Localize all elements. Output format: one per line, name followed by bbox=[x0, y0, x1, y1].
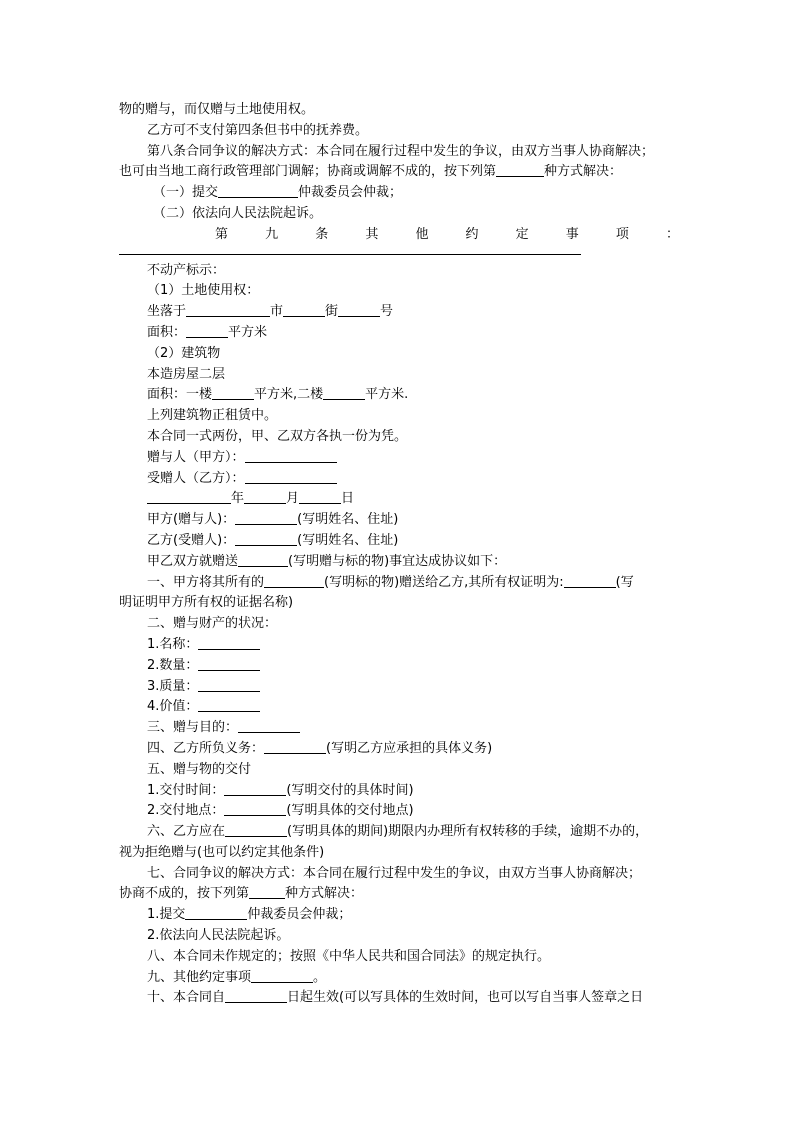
blank-line bbox=[225, 988, 287, 1003]
blank-line bbox=[251, 968, 313, 983]
blank-line bbox=[249, 884, 285, 899]
blank-line bbox=[185, 905, 247, 920]
text-line: 九、其他约定事项 。 bbox=[147, 969, 327, 985]
blank-line bbox=[218, 183, 298, 198]
blank-line bbox=[299, 489, 341, 504]
text-line: 也可由当地工商行政管理部门调解；协商或调解不成的，按下列第 种方式解决： bbox=[119, 164, 623, 180]
blank-line bbox=[264, 573, 324, 588]
blank-line bbox=[212, 385, 254, 400]
text-line: （1）土地使用权： bbox=[147, 283, 260, 299]
text-line: 三、赠与目的： bbox=[119, 718, 679, 739]
blank-line bbox=[235, 531, 297, 546]
text-line: 年 月 日 bbox=[119, 489, 679, 510]
text-line: 明证明甲方所有权的证据名称) bbox=[119, 595, 294, 611]
text-line: （二）依法向人民法院起诉。 bbox=[153, 205, 323, 221]
text-line: 2.依法向人民法院起诉。 bbox=[147, 928, 290, 944]
text-line: 视为拒绝赠与(也可以约定其他条件) bbox=[119, 844, 325, 860]
blank-line bbox=[338, 302, 380, 317]
text-line: 四、乙方所负义务： (写明乙方应承担的具体义务) bbox=[147, 740, 493, 756]
text-line: 八、本合同未作规定的；按照《中华人民共和国合同法》的规定执行。 bbox=[147, 948, 551, 964]
blank-line bbox=[186, 323, 228, 338]
text-line: 十、本合同自 日起生效(可以写具体的生效时间，也可以写自当事人签章之日 bbox=[147, 990, 644, 1006]
text-line: 4.价值： bbox=[119, 697, 679, 718]
blank-line bbox=[245, 448, 337, 463]
text-line: 2.交付地点： (写明具体的交付地点) bbox=[147, 803, 414, 819]
text-line: 本造房屋二层 bbox=[147, 366, 226, 382]
blank-line bbox=[198, 697, 260, 712]
blank-line bbox=[147, 489, 231, 504]
blank-line bbox=[235, 510, 297, 525]
text-line: 乙方(受赠人)： (写明姓名、住址) bbox=[147, 532, 399, 548]
blank-line bbox=[119, 246, 581, 255]
article-9-heading: 第 九 条 其 他 约 定 事 项 ： bbox=[215, 226, 679, 242]
text-line: 乙方可不支付第四条但书中的抚养费。 bbox=[147, 122, 369, 138]
text-line: 上列建筑物正租赁中。 bbox=[147, 408, 278, 424]
blank-line bbox=[198, 656, 260, 671]
text-line: 本合同一式两份，甲、乙双方各执一份为凭。 bbox=[147, 428, 408, 444]
text-line: 赠与人（甲方）： bbox=[119, 448, 679, 469]
document-body bbox=[119, 100, 679, 1009]
blank-line bbox=[198, 677, 260, 692]
text-line: 第八条合同争议的解决方式：本合同在履行过程中发生的争议，由双方当事人协商解决； bbox=[147, 143, 655, 159]
text-line: 受赠人（乙方）： bbox=[119, 469, 679, 490]
blank-line bbox=[496, 162, 544, 177]
blank-line bbox=[323, 385, 365, 400]
blank-line bbox=[283, 302, 325, 317]
blank-line bbox=[225, 822, 287, 837]
text-line: 1.提交 仲裁委员会仲裁； bbox=[147, 907, 352, 923]
text-line: 3.质量： bbox=[119, 677, 679, 698]
text-line: （一）提交 仲裁委员会仲裁； bbox=[153, 185, 403, 201]
blank-line bbox=[264, 739, 326, 754]
text-line: 2.数量： bbox=[119, 656, 679, 677]
blank-line bbox=[244, 489, 286, 504]
text-line: 1.交付时间： (写明交付的具体时间) bbox=[147, 782, 414, 798]
text-line: （2）建筑物 bbox=[147, 345, 221, 361]
text-line: 面积： 平方米 bbox=[147, 324, 268, 340]
blank-line bbox=[564, 573, 616, 588]
text-line: 甲方(赠与人)： (写明姓名、住址) bbox=[147, 512, 399, 528]
blank-line bbox=[238, 718, 300, 733]
text-line: 1.名称： bbox=[119, 635, 679, 656]
text-line: 五、赠与物的交付 bbox=[147, 761, 252, 777]
text-line: 不动产标示： bbox=[147, 262, 226, 278]
text-line: 面积：一楼 平方米,二楼 平方米. bbox=[147, 387, 409, 403]
text-line: 一、甲方将其所有的 (写明标的物)赠送给乙方,其所有权证明为: (写 bbox=[147, 574, 634, 590]
text-line: 协商不成的，按下列第 种方式解决： bbox=[119, 886, 364, 902]
text-line: 甲乙双方就赠送 (写明赠与标的物)事宜达成协议如下： bbox=[147, 553, 507, 569]
blank-line bbox=[224, 801, 286, 816]
blank-line bbox=[224, 781, 286, 796]
text-line: 二、赠与财产的状况： bbox=[147, 616, 278, 632]
text-line: 物的赠与，而仅赠与土地使用权。 bbox=[119, 102, 315, 117]
text-line: 七、合同争议的解决方式：本合同在履行过程中发生的争议，由双方当事人协商解决； bbox=[147, 865, 642, 881]
blank-line bbox=[198, 635, 260, 650]
blank-line bbox=[245, 469, 337, 484]
text-line: 六、乙方应在 (写明具体的期间)期限内办理所有权转移的手续，逾期不办的， bbox=[147, 824, 649, 840]
blank-line bbox=[238, 552, 288, 567]
text-line: 坐落于 市 街 号 bbox=[147, 304, 394, 320]
blank-line bbox=[186, 302, 270, 317]
